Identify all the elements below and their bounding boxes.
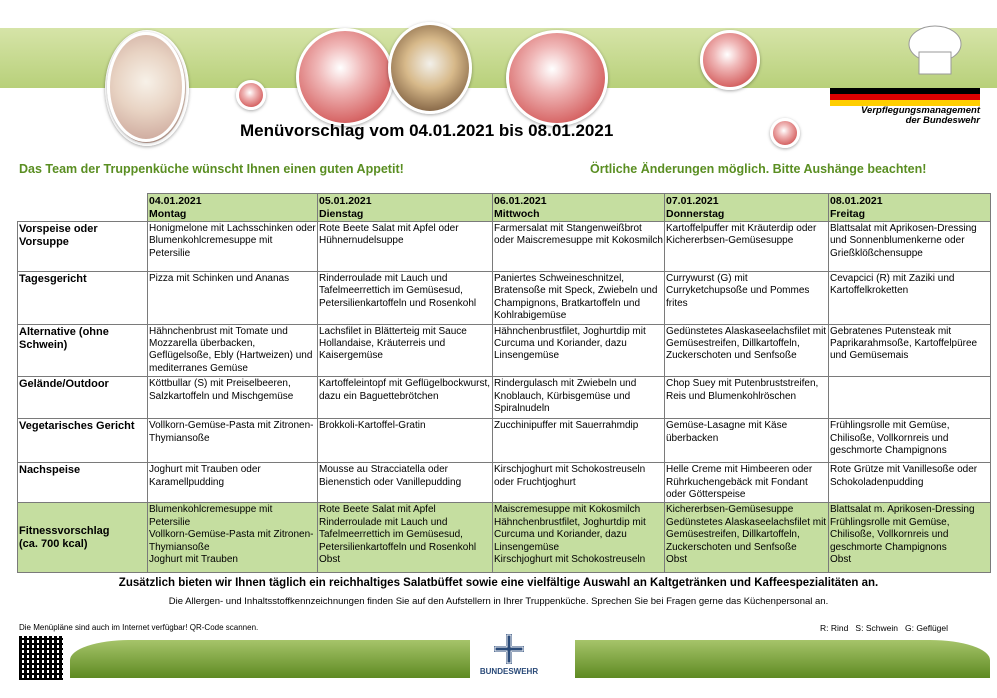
menu-cell: Lachsfilet in Blätterteig mit Sauce Hollandaise, Kräuterreis und Kaisergemüse	[318, 324, 493, 377]
qr-code-icon[interactable]	[19, 636, 63, 680]
menu-cell: Cevapcici (R) mit Zaziki und Kartoffelkroketten	[829, 272, 991, 325]
fitness-item: Hähnchenbrustfilet, Joghurtdip mit Curcuma und Koriander, dazu Linsengemüse	[494, 516, 646, 553]
menu-cell: Pizza mit Schinken und Ananas	[148, 272, 318, 325]
day-header-row	[18, 194, 991, 222]
greeting-text: Das Team der Truppenküche wünscht Ihnen einen guten Appetit!	[19, 162, 404, 176]
logo-text	[840, 106, 980, 126]
day-date: 08.01.2021	[830, 195, 883, 207]
fitness-item: Obst	[319, 554, 341, 566]
brand-label: BUNDESWEHR	[479, 667, 539, 676]
fitness-cell	[829, 503, 991, 573]
day-weekday: Montag	[149, 207, 187, 220]
deco-circle	[506, 30, 608, 126]
menu-row-vegetarisch	[18, 419, 991, 463]
fitness-item: Vollkorn-Gemüse-Pasta mit Zitronen-Thymiansoße	[149, 529, 314, 553]
day-date: 05.01.2021	[319, 195, 372, 207]
footer-bar-right	[575, 640, 990, 678]
row-label: Vorspeise oder Vorsuppe	[18, 222, 148, 272]
menu-cell: Rote Beete Salat mit Apfel oder Hühnernudelsuppe	[318, 222, 493, 272]
row-label: Tagesgericht	[18, 272, 148, 325]
deco-circle	[770, 118, 800, 148]
menu-row-fitness	[18, 503, 991, 573]
menu-cell: Kartoffelpuffer mit Kräuterdip oder Kichererbsen-Gemüsesuppe	[665, 222, 829, 272]
menu-cell: Kirschjoghurt mit Schokostreuseln oder Fruchtjoghurt	[493, 463, 665, 503]
fitness-item: Gedünstetes Alaskaseelachsfilet mit Gemüsestreifen, Dillkartoffeln, Zuckerschoten und Senfsoße	[666, 516, 827, 553]
day-header	[493, 194, 665, 222]
menu-cell: Zucchinipuffer mit Sauerrahmdip	[493, 419, 665, 463]
allergen-note: Die Allergen- und Inhaltsstoffkennzeichnungen finden Sie auf den Aufstellern in Ihrer Truppenküche. Sprechen Sie bei Fragen gerne das Küchenpersonal an.	[168, 596, 829, 607]
menu-cell: Paniertes Schweineschnitzel, Bratensoße mit Speck, Zwiebeln und Champignons, Bratkartoffeln und Kohlrabigemüse	[493, 272, 665, 325]
deco-circle	[700, 30, 760, 90]
day-header	[318, 194, 493, 222]
menu-cell: Gedünstetes Alaskaseelachsfilet mit Gemüsestreifen, Dillkartoffeln, Zuckerschoten und Senfsoße	[665, 324, 829, 377]
page-title: Menüvorschlag vom 04.01.2021 bis 08.01.2021	[240, 121, 614, 140]
row-label: Alternative (ohne Schwein)	[18, 324, 148, 377]
menu-cell: Helle Creme mit Himbeeren oder Rührkuchengebäck mit Fondant oder Götterspeise	[665, 463, 829, 503]
fitness-cell	[493, 503, 665, 573]
menu-row-vorspeise	[18, 222, 991, 272]
fitness-item: Rote Beete Salat mit Apfel	[319, 504, 436, 516]
menu-table	[17, 193, 991, 573]
fitness-item: Rinderroulade mit Lauch und Tafelmeerrettich im Gemüsesud, Petersilienkartoffeln und Rosenkohl	[319, 516, 477, 553]
food-photo-plate	[107, 32, 185, 142]
menu-cell: Vollkorn-Gemüse-Pasta mit Zitronen-Thymiansoße	[148, 419, 318, 463]
menu-cell: Farmersalat mit Stangenweißbrot oder Maiscremesuppe mit Kokosmilch	[493, 222, 665, 272]
day-date: 04.01.2021	[149, 195, 202, 207]
menu-cell: Mousse au Stracciatella oder Bienenstich oder Vanillepudding	[318, 463, 493, 503]
fitness-item: Blattsalat m. Aprikosen-Dressing	[830, 504, 975, 516]
fitness-cell	[318, 503, 493, 573]
row-label: Nachspeise	[18, 463, 148, 503]
menu-cell: Currywurst (G) mit Curryketchupsoße und Pommes frites	[665, 272, 829, 325]
menu-cell: Joghurt mit Trauben oder Karamellpudding	[148, 463, 318, 503]
fitness-item: Blumenkohlcremesuppe mit Petersilie	[149, 504, 273, 528]
menu-cell: Honigmelone mit Lachsschinken oder Blumenkohlcremesuppe mit Petersilie	[148, 222, 318, 272]
day-weekday: Freitag	[830, 207, 866, 220]
footer-bar-left	[70, 640, 470, 678]
day-header	[665, 194, 829, 222]
menu-cell	[829, 377, 991, 419]
menu-row-alternative	[18, 324, 991, 377]
fitness-item: Obst	[830, 554, 852, 566]
fitness-cell	[148, 503, 318, 573]
food-photo-coffee	[388, 22, 472, 114]
fitness-item: Joghurt mit Trauben	[149, 554, 238, 566]
day-weekday: Mittwoch	[494, 207, 540, 220]
deco-circle	[236, 80, 266, 110]
menu-cell: Frühlingsrolle mit Gemüse, Chilisoße, Vollkornreis und geschmorte Champignons	[829, 419, 991, 463]
menu-cell: Rindergulasch mit Zwiebeln und Knoblauch, Kürbisgemüse und Spiralnudeln	[493, 377, 665, 419]
salad-note: Zusätzlich bieten wir Ihnen täglich ein reichhaltiges Salatbüffet sowie eine vielfältige Auswahl an Kaltgetränken und Kaffeespezialitäten an.	[118, 577, 879, 589]
fitness-item: Kirschjoghurt mit Schokostreuseln	[494, 554, 646, 566]
menu-cell: Rinderroulade mit Lauch und Tafelmeerrettich im Gemüsesud, Petersilienkartoffeln und Rosenkohl	[318, 272, 493, 325]
deco-circle	[296, 28, 394, 126]
day-header	[829, 194, 991, 222]
menu-cell: Gemüse-Lasagne mit Käse überbacken	[665, 419, 829, 463]
qr-note: Die Menüpläne sind auch im Internet verfügbar! QR-Code scannen.	[19, 623, 259, 632]
menu-row-gelaende	[18, 377, 991, 419]
fitness-kcal: (ca. 700 kcal)	[19, 537, 88, 550]
logo-line1: Verpflegungsmanagement	[861, 105, 980, 116]
menu-cell: Blattsalat mit Aprikosen-Dressing und Sonnenblumenkerne oder Grießklößchensuppe	[829, 222, 991, 272]
row-label-fitness	[18, 503, 148, 573]
day-date: 06.01.2021	[494, 195, 547, 207]
day-weekday: Dienstag	[319, 207, 364, 220]
menu-cell: Gebratenes Putensteak mit Paprikarahmsoße, Kartoffelpüree und Gemüsemais	[829, 324, 991, 377]
flag-stripes	[830, 88, 980, 106]
menu-cell: Brokkoli-Kartoffel-Gratin	[318, 419, 493, 463]
menu-cell: Kartoffeleintopf mit Geflügelbockwurst, dazu ein Baguettebrötchen	[318, 377, 493, 419]
menu-cell: Köttbullar (S) mit Preiselbeeren, Salzkartoffeln und Mischgemüse	[148, 377, 318, 419]
notice-text: Örtliche Änderungen möglich. Bitte Aushänge beachten!	[590, 162, 927, 176]
meat-legend: R: Rind S: Schwein G: Geflügel	[820, 623, 949, 633]
menu-row-tagesgericht	[18, 272, 991, 325]
day-header	[148, 194, 318, 222]
fitness-item: Obst	[666, 554, 688, 566]
fitness-item: Frühlingsrolle mit Gemüse, Chilisoße, Vollkornreis und geschmorte Champignons	[830, 516, 950, 553]
fitness-item: Kichererbsen-Gemüsesuppe	[666, 504, 794, 516]
bundeswehr-cross-icon	[494, 634, 524, 664]
chef-hat-icon	[905, 22, 965, 82]
day-date: 07.01.2021	[666, 195, 719, 207]
menu-cell: Hähnchenbrust mit Tomate und Mozzarella überbacken, Geflügelsoße, Ebly (Hartweizen) und mediterranes Gemüse	[148, 324, 318, 377]
corner-cell	[18, 194, 148, 222]
menu-cell: Chop Suey mit Putenbruststreifen, Reis und Blumenkohlröschen	[665, 377, 829, 419]
logo-line2: der Bundeswehr	[905, 115, 980, 126]
menu-row-nachspeise	[18, 463, 991, 503]
day-weekday: Donnerstag	[666, 207, 725, 220]
row-label: Gelände/Outdoor	[18, 377, 148, 419]
fitness-item: Maiscremesuppe mit Kokosmilch	[494, 504, 641, 516]
fitness-cell	[665, 503, 829, 573]
row-label: Vegetarisches Gericht	[18, 419, 148, 463]
menu-cell: Rote Grütze mit Vanillesoße oder Schokoladenpudding	[829, 463, 991, 503]
menu-cell: Hähnchenbrustfilet, Joghurtdip mit Curcuma und Koriander, dazu Linsengemüse	[493, 324, 665, 377]
fitness-label: Fitnessvorschlag	[19, 524, 110, 537]
